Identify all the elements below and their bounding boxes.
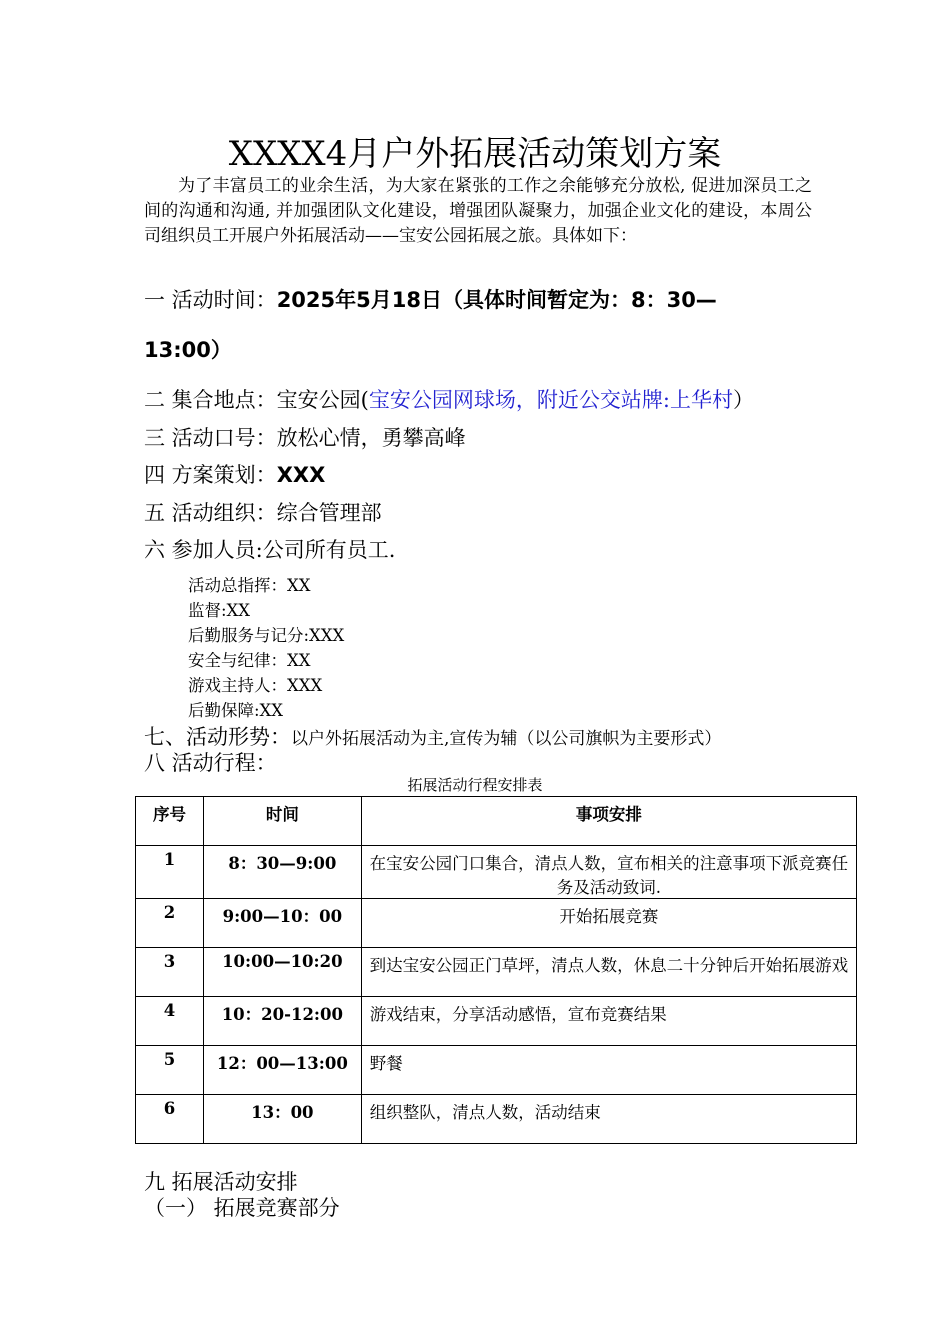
table-header-row (136, 797, 857, 846)
row-item: 到达宝安公园正门草坪，清点人数，休息二十分钟后开始拓展游戏 (361, 948, 856, 997)
table-row (136, 899, 857, 948)
activity-time-value: 2025年5月18日（具体时间暂定为：8：30— (276, 288, 717, 312)
header-item: 事项安排 (361, 797, 856, 846)
staff-item: 后勤服务与记分:XXX (188, 626, 345, 645)
participants: 六 参加人员:公司所有员工. (144, 538, 396, 562)
row-number: 3 (136, 948, 204, 997)
header-number: 序号 (136, 797, 204, 846)
header-time: 时间 (203, 797, 361, 846)
activity-time-value-2: 13:00） (144, 338, 232, 362)
activity-form-value: 以户外拓展活动为主,宣传为辅（以公司旗帜为主要形式） (291, 729, 722, 749)
intro-text: 为了丰富员工的业余生活，为大家在紧张的工作之余能够充分放松, 促进加深员工之间的沟通和沟通, 并加强团队文化建设，增强团队凝聚力，加强企业文化的建设，本周公司组织员工开展户外拓展活动——宝安公园拓展之旅。具体如下： (144, 176, 812, 246)
activity-time-cont (144, 334, 232, 364)
row-number: 5 (136, 1046, 204, 1095)
plan-author-value: XXX (276, 463, 326, 487)
staff-item: 游戏主持人：XXX (188, 676, 323, 695)
row-time: 9:00—10：00 (203, 899, 361, 948)
document-title: XXXX4月户外拓展活动策划方案 (228, 134, 722, 174)
staff-item: 监督:XX (188, 601, 251, 620)
meeting-place-end: ） (732, 388, 754, 412)
organizer: 五 活动组织：综合管理部 (144, 501, 382, 525)
table-caption: 拓展活动行程安排表 (407, 776, 543, 794)
meeting-place-label: 二 集合地点：宝安公园( (144, 388, 369, 412)
table-row (136, 1046, 857, 1095)
staff-item: 后勤保障:XX (188, 701, 284, 720)
arrangement-heading: 九 拓展活动安排 (144, 1170, 298, 1194)
row-number: 1 (136, 846, 204, 899)
row-time: 10:00—10:20 (203, 948, 361, 997)
table-row (136, 846, 857, 899)
row-number: 6 (136, 1095, 204, 1144)
meeting-place-detail: 宝安公园网球场，附近公交站牌:上华村 (368, 388, 733, 412)
row-number: 2 (136, 899, 204, 948)
activity-time (144, 284, 717, 314)
table-row (136, 1095, 857, 1144)
intro-paragraph (144, 174, 812, 249)
plan-author (144, 459, 325, 489)
staff-item: 活动总指挥：XX (188, 576, 311, 595)
staff-list (188, 573, 344, 723)
row-number: 4 (136, 997, 204, 1046)
staff-item: 安全与纪律：XX (188, 651, 311, 670)
table-row (136, 997, 857, 1046)
schedule-heading: 八 活动行程： (144, 751, 277, 775)
row-time: 13：00 (203, 1095, 361, 1144)
row-item: 游戏结束，分享活动感悟，宣布竞赛结果 (361, 997, 856, 1046)
row-item: 野餐 (361, 1046, 856, 1095)
table-row (136, 948, 857, 997)
activity-slogan: 三 活动口号：放松心情，勇攀高峰 (144, 426, 466, 450)
plan-author-label: 四 方案策划： (144, 463, 277, 487)
competition-subheading: （一） 拓展竞赛部分 (144, 1196, 340, 1220)
meeting-place (144, 384, 754, 414)
activity-time-label: 一 活动时间： (144, 288, 277, 312)
row-time: 12：00—13:00 (203, 1046, 361, 1095)
row-item: 在宝安公园门口集合，清点人数，宣布相关的注意事项下派竞赛任务及活动致词. (361, 846, 856, 899)
row-time: 8：30—9:00 (203, 846, 361, 899)
row-time: 10：20-12:00 (203, 997, 361, 1046)
activity-form-label: 七、活动形势： (144, 725, 291, 749)
schedule-table (135, 796, 857, 1144)
row-item: 开始拓展竞赛 (361, 899, 856, 948)
row-item: 组织整队，清点人数，活动结束 (361, 1095, 856, 1144)
